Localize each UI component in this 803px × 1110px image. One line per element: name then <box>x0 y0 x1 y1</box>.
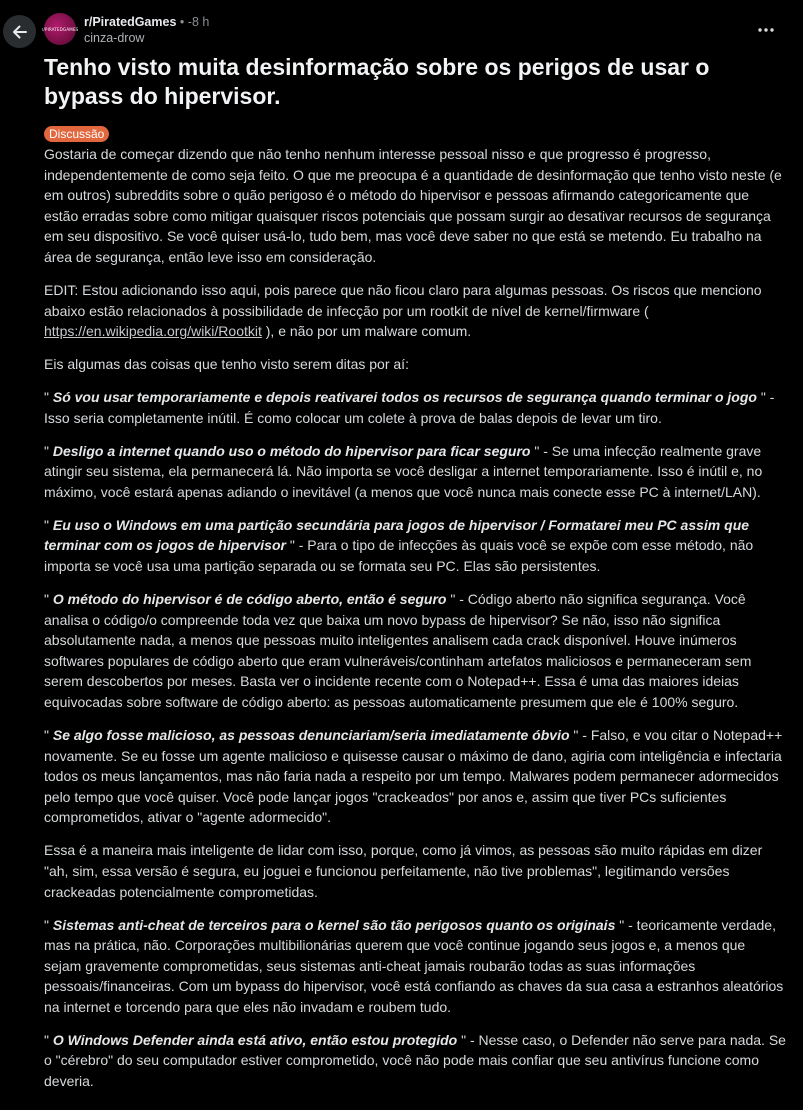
subreddit-name[interactable]: r/PiratedGames <box>84 15 177 29</box>
claim-quote: O método do hipervisor é de código aberto, então é seguro <box>52 591 447 608</box>
arrow-left-icon <box>11 23 29 41</box>
claim-paragraph <box>44 589 786 713</box>
claim-paragraph <box>44 515 786 577</box>
intro-paragraph: Gostaria de começar dizendo que não tenho nenhum interesse pessoal nisso e que progresso é progresso, independentemente de como seja feito. O que me preocupa é a quantidade de desinformação que tenho visto neste (e em outros) subreddits sobre o quão perigoso é o método do hipervisor e pessoas afirmando categoricamente que estão erradas sobre como mitigar quaisquer riscos potenciais que possam surgir ao desativar recursos de segurança em seu dispositivo. Se você quiser usá-lo, tudo bem, mas você deve saber no que está se metendo. Eu trabalho na área de segurança, então leve isso em consideração. <box>44 146 782 265</box>
middle-paragraph: Essa é a maneira mais inteligente de lidar com isso, porque, como já vimos, as pessoas são muito rápidas em dizer "ah, sim, essa versão é segura, eu joguei e funcionou perfeitamente, não tive problemas", legitimando versões crackeadas potencialmente comprometidas. <box>44 842 763 900</box>
post-body <box>44 144 786 1104</box>
claim-paragraph <box>44 915 786 1018</box>
post-title: Tenho visto muita desinformação sobre os perigos de usar o bypass do hipervisor. <box>44 54 710 109</box>
subreddit-avatar[interactable] <box>41 13 79 45</box>
more-options-button[interactable] <box>751 18 781 42</box>
meta-separator: • <box>179 15 185 29</box>
back-button[interactable] <box>3 15 36 48</box>
edit-text: EDIT: Estou adicionando isso aqui, pois parece que não ficou claro para algumas pessoas. Os riscos que menciono abaixo estão relacionados à possibilidade de infecção por um rootkit de nível de kernel/firmware ( <box>44 281 762 319</box>
avatar-text: r/PIRATEDGAMES <box>41 26 79 32</box>
claim-response: " - Código aberto não significa segurança. Você analisa o código/o compreende toda vez que baixa um novo bypass de hipervisor? Se não, isso não significa absolutamente nada, a menos que pessoas muito inteligentes analisem cada crack disponível. Houve inúmeros softwares populares de código aberto que eram vulneráveis/continham artefatos maliciosos e permaneceram sem serem descobertos por meses. Basta ver o incidente recente com o Notepad++. Essa é uma das maiores ideias equivocadas sobre software de código aberto: as pessoas automaticamente presumem que ele é 100% seguro. <box>44 591 752 710</box>
post-time: -8 h <box>187 15 210 29</box>
quote-mark: " <box>44 916 53 933</box>
claim-quote: Desligo a internet quando uso o método do hipervisor para ficar seguro <box>52 442 531 459</box>
quote-mark: " <box>44 442 53 459</box>
quote-mark: " <box>44 726 53 743</box>
claim-quote: Eu uso o Windows em uma partição secundária para jogos de hipervisor / Formatarei meu PC assim que terminar com os jogos de hipervisor <box>44 516 750 554</box>
claim-response: " - teoricamente verdade, mas na prática, não. Corporações multibilionárias querem que você continue jogando seus jogos e, a menos que sejam gravemente comprometidas, seus sistemas anti-cheat jamais roubarão todas as suas informações pessoais/financeiras. Com um bypass do hipervisor, você está confiando as chaves da sua casa a estranhos aleatórios na internet e torcendo para que eles não invadam e roubem tudo. <box>44 916 784 1015</box>
claim-response: " - Para o tipo de infecções às quais você se expõe com esse método, não importa se você usa uma partição separada ou se formata seu PC. Elas são persistentes. <box>44 537 754 575</box>
claim-paragraph <box>44 725 786 828</box>
post-meta <box>84 15 209 29</box>
claim-quote: O Windows Defender ainda está ativo, então estou protegido <box>52 1031 458 1048</box>
quote-mark: " <box>44 389 53 406</box>
claim-response: " - Isso seria completamente inútil. É como colocar um colete à prova de balas depois de levar um tiro. <box>44 389 775 426</box>
claim-paragraph <box>44 441 786 503</box>
rootkit-link[interactable]: https://en.wikipedia.org/wiki/Rootkit <box>44 323 262 340</box>
claim-response: " - Falso, e vou citar o Notepad++ novamente. Se eu fosse um agente malicioso e quisesse causar o máximo de dano, agiria com inteligência e infectaria todos os meus lançamentos, mas não faria nada a respeito por um tempo. Malwares podem permanecer adormecidos pelo tempo que você quiser. Você pode lançar jogos "crackeados" por anos e, assim que tiver PCs suficientes comprometidos, ativar o "agente adormecido". <box>44 726 783 826</box>
post-flair[interactable]: Discussão <box>44 126 109 142</box>
more-horizontal-icon <box>758 28 774 32</box>
lead-paragraph: Eis algumas das coisas que tenho visto serem ditas por aí: <box>44 356 409 373</box>
claim-quote: Se algo fosse malicioso, as pessoas denunciariam/seria imediatamente óbvio <box>52 726 570 743</box>
claim-response: " - Se uma infecção realmente grave atingir seu sistema, ela permanecerá lá. Não importa se você desligar a internet temporariamente. Isso é inútil e, no máximo, você estará apenas adiando o inevitável (a menos que você nunca mais conecte esse PC à internet/LAN). <box>44 442 763 500</box>
author-username[interactable]: cinza-drow <box>84 31 145 45</box>
claim-quote: Sistemas anti-cheat de terceiros para o kernel são tão perigosos quanto os originais <box>52 916 616 933</box>
claim-paragraph <box>44 1030 786 1092</box>
claim-quote: Só vou usar temporariamente e depois reativarei todos os recursos de segurança quando terminar o jogo <box>52 389 757 406</box>
quote-mark: " <box>44 591 53 608</box>
edit-paragraph <box>44 280 786 342</box>
edit-text-end: ), e não por um malware comum. <box>261 323 472 340</box>
claim-paragraph <box>44 387 786 428</box>
quote-mark: " <box>44 1031 53 1048</box>
claim-response: " - Nesse caso, o Defender não serve para nada. Se o "cérebro" do seu computador estiver comprometido, você não pode mais confiar que seu antivírus funcione como deveria. <box>44 1031 786 1090</box>
quote-mark: " <box>44 516 53 533</box>
